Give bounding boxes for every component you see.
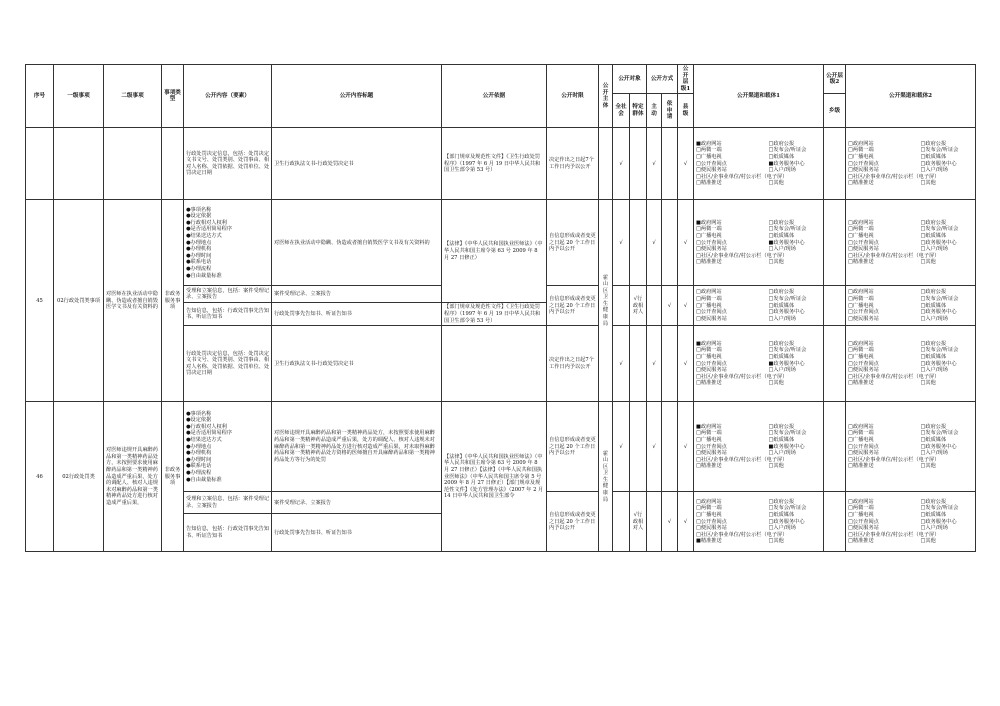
elements-list: ●事项名称 ●设定依据 ●行政相对人权利 ●是否适用简易程序 ●结果送达方式 ●办理地点 ●办理机构 ●办理时间 ●联系电话 ●办理流程 ●自由裁量标准 [184, 200, 272, 286]
cell-basis: 【部门规章及规范性文件】《卫生行政处罚程序》（1997 年 6 月 19 日中华人民共和国卫生部令第 53 号） [442, 128, 547, 200]
header-tier1: 公开层级1 [678, 65, 694, 94]
header-tier2: 公开层级2 [824, 65, 846, 94]
table-row: 行政处罚决定信息，包括：处罚决定文书文号、处罚类别、处罚事由、相对人名称、处罚依据、处罚单位、处罚决定日期 卫生行政执法文书-行政处罚决定书 决定作出之日起7个工作日内予以公开 √ √ √ ■政府网站 □政府公报 □两微一端 □发布会/听证会 □广播电视 □纸质媒体 □公开查阅点 ■政务服务中心 □便民服务站 □入户/现场 □社区/企事业单位/村公示栏（电子屏） □精准推送 □其他 □政府网站 □政府公报 □两微一端 □发布会/听证会 □广播电视 □纸质媒体 □公开查阅点 □政务服务中心 □便民服务站 □入户/现场 □社区/企事业单位/村公示栏（电子屏） □精准推送 □其他 [26, 326, 976, 402]
header-item-type: 事项类型 [162, 65, 184, 128]
disclosure-table [25, 64, 976, 552]
channel2-list: □政府网站 □政府公报 □两微一端 □发布会/听证会 □广播电视 □纸质媒体 □公开查阅点 □政务服务中心 □便民服务站 □入户/现场 □社区/企事业单位/村公示栏（电子屏） □精准推送 □其他 [848, 140, 959, 187]
tick-tier1: √ [678, 128, 694, 200]
cell-period: 自信息形成或者变更之日起 20 个工作日内予以公开 [547, 200, 599, 286]
table-row: 受理和立案信息，包括：案件受理记录、立案报告 案件受理记录、立案报告 自信息形成或者变更之日起 20 个工作日内予以公开 √行政相对人 √ √ □政府网站 □政府公报 □两微一端 □发布会/听证会 □广播电视 □纸质媒体 □公开查阅点 □政务服务中心 □便民服务站 □入户/现场 □政府网站 □政府公报 □两微一端 □发布会/听证会 □广播电视 □纸质媒体 □公开查阅点 □政务服务中心 □便民服务站 □入户/现场 [26, 286, 976, 303]
row-level2: 对医师在执业活动中隐瞒、伪造或者擅自销毁医学文书及有关资料的 [104, 200, 162, 402]
header-subject: 公开主体 [599, 65, 613, 128]
cell-elements: 行政处罚决定信息，包括：处罚决定文书文号、处罚类别、处罚事由、相对人名称、处罚依据、处罚单位、处罚决定日期 [184, 128, 272, 200]
header-level2: 二级事项 [104, 65, 162, 128]
header-tier2-sub: 乡级 [824, 94, 846, 128]
row-subject: 霍山区卫生健康局 [599, 402, 613, 552]
header-content-elements: 公开内容（要素） [184, 65, 272, 128]
row-level2: 对医师违规开具麻醉药品和第一类精神药品处方，未按照要求使用麻醉药品和第一类精神药品造成严重后果，处方的调配人、核对人违规未对麻醉药品和第一类精神药品处方进行核对造成严重后果， [104, 402, 162, 552]
table-row: 告知信息，包括：行政处罚事先告知书、听证告知书 行政处罚事先告知书、听证告知书 【部门规章及规范性文件】《卫生行政处罚程序》（1997 年 6 月 19 日中华人民共和国卫生部令第 53 号） [26, 303, 976, 326]
row-level1: 02行政处罚类事项 [54, 200, 104, 402]
header-method-apply: 依申请 [662, 94, 678, 128]
header-obj-all: 全社会 [613, 94, 630, 128]
header-channel1: 公开渠道和载体1 [694, 65, 824, 128]
channel1-list: ■政府网站 □政府公报 □两微一端 □发布会/听证会 □广播电视 □纸质媒体 □公开查阅点 ■政务服务中心 □便民服务站 □入户/现场 □社区/企事业单位/村公示栏（电子屏） □精准推送 □其他 [696, 140, 807, 187]
row-subject: 霍山区卫生健康局 [599, 200, 613, 402]
row-item-type: 非政务服务事项 [162, 200, 184, 402]
table-row: 46 02行政处罚类 对医师违规开具麻醉药品和第一类精神药品处方，未按照要求使用麻醉药品和第一类精神药品造成严重后果，处方的调配人、核对人违规未对麻醉药品和第一类精神药品处方进行核对造成严重后果， 非政务服务事项 ●事项名称 ●设定依据 ●行政相对人权利 ●是否适用简易程序 ●结果送达方式 ●办理地点 ●办理机构 ●办理时间 ●联系电话 ●办理流程 ●自由裁量标准 对医师违规开具麻醉药品和第一类精神药品处方，未按照要求使用麻醉药品和第一类精神药品造成严重后果，处方的调配人、核对人违规未对麻醉药品和第一类精神药品处方进行核对造成严重后果，对未取得麻醉药品和第一类精神药品处方资格的医师擅自开具麻醉药品和第一类精神药品处方等行为的处罚 【法律】《中华人民共和国执业医师法》（中华人民共和国主席令第 63 号 2009 年 8 月 27 日修正）【法律】《中华人民共和国执业医师法》（中华人民共和国主席令第 5 号 2009 年 8 月 27 日修正）【部门规章及规范性文件】《处方管理办法》（2007 年 2 月 14 日中华人民共和国卫生部令 自信息形成或者变更之日起 20 个工作日内予以公开 霍山区卫生健康局 √ √ √ ■政府网站 □政府公报 □两微一端 □发布会/听证会 □广播电视 □纸质媒体 □公开查阅点 ■政务服务中心 □便民服务站 □入户/现场 □社区/企事业单位/村公示栏（电子屏） □精准推送 □其他 □政府网站 □政府公报 □两微一端 □发布会/听证会 □广播电视 □纸质媒体 □公开查阅点 □政务服务中心 □便民服务站 □入户/现场 □社区/企事业单位/村公示栏（电子屏） □精准推送 □其他 [26, 402, 976, 492]
header-method-active: 主动 [647, 94, 662, 128]
cell-title: 对医师违规开具麻醉药品和第一类精神药品处方，未按照要求使用麻醉药品和第一类精神药品造成严重后果，处方的调配人、核对人违规未对麻醉药品和第一类精神药品处方进行核对造成严重后果，对未取得麻醉药品和第一类精神药品处方资格的医师擅自开具麻醉药品和第一类精神药品处方等行为的处罚 [272, 402, 442, 492]
elements-list: ●事项名称 ●设定依据 ●行政相对人权利 ●是否适用简易程序 ●结果送达方式 ●办理地点 ●办理机构 ●办理时间 ●联系电话 ●办理流程 ●自由裁量标准 [184, 402, 272, 492]
header-obj-specific: 特定群体 [630, 94, 647, 128]
cell-title: 卫生行政执法文书-行政处罚决定书 [272, 128, 442, 200]
table-row: 受理和立案信息，包括：案件受理记录、立案报告 案件受理记录、立案报告 自信息形成或者变更之日起 20 个工作日内予以公开 √行政相对人 √ √ □政府网站 □政府公报 □两微一端 □发布会/听证会 □广播电视 □纸质媒体 □公开查阅点 □政务服务中心 □便民服务站 □入户/现场 □社区/企事业单位/村公示栏（电子屏） ■精准推送 □其他 □政府网站 □政府公报 □两微一端 □发布会/听证会 □广播电视 □纸质媒体 □公开查阅点 □政务服务中心 □便民服务站 □入户/现场 □社区/企事业单位/村公示栏（电子屏） □精准推送 □其他 [26, 492, 976, 514]
tick-active: √ [647, 128, 662, 200]
cell-period: 决定作出之日起7个工作日内予以公开 [547, 128, 599, 200]
channel2-list: □政府网站 □政府公报 □两微一端 □发布会/听证会 □广播电视 □纸质媒体 □公开查阅点 □政务服务中心 □便民服务站 □入户/现场 □社区/企事业单位/村公示栏（电子屏） □精准推送 □其他 [848, 219, 959, 266]
tick-all: √ [613, 128, 630, 200]
row-item-type: 非政务服务事项 [162, 402, 184, 552]
header-basis: 公开依据 [442, 65, 547, 128]
header-seq: 序号 [26, 65, 54, 128]
cell-title: 对医师在执业活动中隐瞒、伪造或者擅自销毁医学文书及有关资料的 [272, 200, 442, 286]
header-object-group: 公开对象 [613, 65, 647, 94]
table-row [26, 128, 976, 200]
channel1-list: ■政府网站 □政府公报 □两微一端 □发布会/听证会 □广播电视 □纸质媒体 □公开查阅点 ■政务服务中心 □便民服务站 □入户/现场 □社区/企事业单位/村公示栏（电子屏） □精准推送 □其他 [696, 219, 807, 266]
cell-basis: 【法律】《中华人民共和国执业医师法》（中华人民共和国主席令第 63 号 2009 年 8 月 27 日修正）【法律】《中华人民共和国执业医师法》（中华人民共和国主席令第 5 号 2009 年 8 月 27 日修正）【部门规章及规范性文件】《处方管理办法》（2007 年 2 月 14 日中华人民共和国卫生部令 [442, 402, 547, 552]
table-row: 告知信息，包括：行政处罚事先告知书、听证告知书 行政处罚事先告知书、听证告知书 [26, 514, 976, 552]
header-method-group: 公开方式 [647, 65, 678, 94]
row-level1: 02行政处罚类 [54, 402, 104, 552]
header-level1: 一级事项 [54, 65, 104, 128]
header-content-title: 公开内容标题 [272, 65, 442, 128]
header-period: 公开时限 [547, 65, 599, 128]
cell-basis: 【法律】《中华人民共和国执业医师法》（中华人民共和国主席令第 63 号 2009 年 8 月 27 日修正） [442, 200, 547, 303]
header-tier1-sub: 县级 [678, 94, 694, 128]
header-channel2: 公开渠道和载体2 [846, 65, 976, 128]
row-seq: 45 [26, 200, 54, 402]
table-row: 45 02行政处罚类事项 对医师在执业活动中隐瞒、伪造或者擅自销毁医学文书及有关资料的 非政务服务事项 ●事项名称 ●设定依据 ●行政相对人权利 ●是否适用简易程序 ●结果送达方式 ●办理地点 ●办理机构 ●办理时间 ●联系电话 ●办理流程 ●自由裁量标准 对医师在执业活动中隐瞒、伪造或者擅自销毁医学文书及有关资料的 【法律】《中华人民共和国执业医师法》（中华人民共和国主席令第 63 号 2009 年 8 月 27 日修正） 自信息形成或者变更之日起 20 个工作日内予以公开 霍山区卫生健康局 √ √ √ ■政府网站 □政府公报 □两微一端 □发布会/听证会 □广播电视 □纸质媒体 □公开查阅点 ■政务服务中心 □便民服务站 □入户/现场 □社区/企事业单位/村公示栏（电子屏） □精准推送 □其他 □政府网站 □政府公报 □两微一端 □发布会/听证会 □广播电视 □纸质媒体 □公开查阅点 □政务服务中心 □便民服务站 □入户/现场 □社区/企事业单位/村公示栏（电子屏） □精准推送 □其他 [26, 200, 976, 286]
row-seq: 46 [26, 402, 54, 552]
